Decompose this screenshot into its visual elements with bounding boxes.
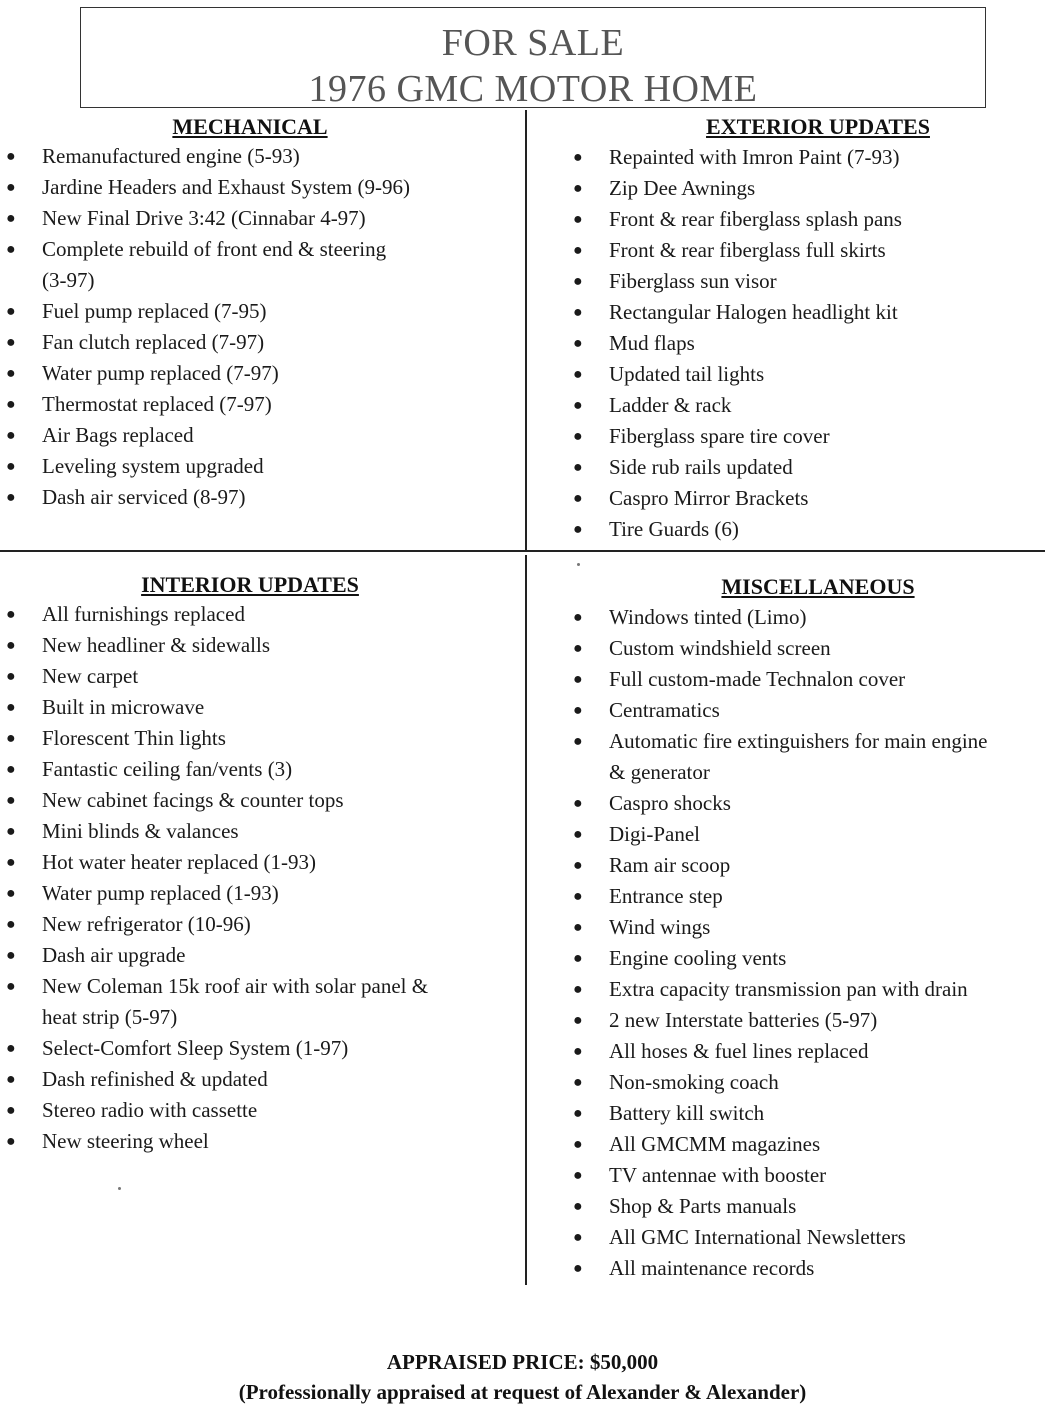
list-item: ● Fuel pump replaced (7-95) bbox=[42, 296, 525, 327]
list-item: ● Digi-Panel bbox=[609, 819, 1045, 850]
bullet-icon: ● bbox=[573, 397, 583, 414]
bullet-icon: ● bbox=[573, 888, 583, 905]
bullet-icon: ● bbox=[6, 1133, 16, 1150]
mechanical-heading: MECHANICAL bbox=[172, 114, 328, 139]
list-item: ● New steering wheel bbox=[42, 1126, 525, 1157]
list-item: ● Thermostat replaced (7-97) bbox=[42, 389, 525, 420]
list-item: ● Custom windshield screen bbox=[609, 633, 1045, 664]
list-item: ● Built in microwave bbox=[42, 692, 525, 723]
list-item: ● Updated tail lights bbox=[609, 359, 1045, 390]
list-item: ● Automatic fire extinguishers for main engine bbox=[609, 726, 1045, 757]
list-item: ● Tire Guards (6) bbox=[609, 514, 1045, 545]
list-item-continuation: & generator bbox=[609, 760, 710, 784]
list-item: ● Leveling system upgraded bbox=[42, 451, 525, 482]
list-item: ● Repainted with Imron Paint (7-93) bbox=[609, 142, 1045, 173]
list-item: ● New refrigerator (10-96) bbox=[42, 909, 525, 940]
bullet-icon: ● bbox=[6, 365, 16, 382]
list-item: ● Mini blinds & valances bbox=[42, 816, 525, 847]
miscellaneous-list bbox=[528, 602, 1045, 1284]
bullet-icon: ● bbox=[573, 795, 583, 812]
interior-list bbox=[0, 599, 525, 1157]
list-item: ● Front & rear fiberglass full skirts bbox=[609, 235, 1045, 266]
bullet-icon: ● bbox=[6, 854, 16, 871]
list-item: ● Full custom-made Technalon cover bbox=[609, 664, 1045, 695]
list-item: ● Fiberglass sun visor bbox=[609, 266, 1045, 297]
list-item: ● Rectangular Halogen headlight kit bbox=[609, 297, 1045, 328]
bullet-icon: ● bbox=[573, 640, 583, 657]
list-item-continuation: (3-97) bbox=[42, 268, 95, 292]
list-item: ● Remanufactured engine (5-93) bbox=[42, 141, 525, 172]
row-divider bbox=[0, 550, 1045, 552]
bullet-icon: ● bbox=[573, 1260, 583, 1277]
bullet-icon: ● bbox=[573, 428, 583, 445]
exterior-heading: EXTERIOR UPDATES bbox=[706, 114, 930, 139]
appraisal-note: (Professionally appraised at request of Alexander & Alexander) bbox=[238, 1380, 807, 1404]
bullet-icon: ● bbox=[6, 823, 16, 840]
miscellaneous-section bbox=[528, 574, 1045, 1284]
list-item: ● Mud flaps bbox=[609, 328, 1045, 359]
bullet-icon: ● bbox=[573, 1012, 583, 1029]
list-item: ● Entrance step bbox=[609, 881, 1045, 912]
list-item-continuation: heat strip (5-97) bbox=[42, 1005, 178, 1029]
bullet-icon: ● bbox=[6, 699, 16, 716]
list-item: ● Select-Comfort Sleep System (1-97) bbox=[42, 1033, 525, 1064]
bullet-icon: ● bbox=[573, 1074, 583, 1091]
bullet-icon: ● bbox=[6, 241, 16, 258]
list-item: ● Ram air scoop bbox=[609, 850, 1045, 881]
list-item: ● Water pump replaced (1-93) bbox=[42, 878, 525, 909]
bullet-icon: ● bbox=[573, 459, 583, 476]
bullet-icon: ● bbox=[573, 981, 583, 998]
bullet-icon: ● bbox=[6, 761, 16, 778]
bullet-icon: ● bbox=[573, 1198, 583, 1215]
list-item: ● Florescent Thin lights bbox=[42, 723, 525, 754]
interior-section bbox=[0, 572, 525, 1157]
list-item: ● All maintenance records bbox=[609, 1253, 1045, 1284]
bullet-icon: ● bbox=[573, 919, 583, 936]
list-item: ● All furnishings replaced bbox=[42, 599, 525, 630]
interior-heading: INTERIOR UPDATES bbox=[141, 572, 359, 597]
bullet-icon: ● bbox=[573, 857, 583, 874]
appraised-price: APPRAISED PRICE: $50,000 bbox=[386, 1350, 659, 1374]
bullet-icon: ● bbox=[573, 1043, 583, 1060]
list-item: ● All hoses & fuel lines replaced bbox=[609, 1036, 1045, 1067]
bullet-icon: ● bbox=[6, 978, 16, 995]
bullet-icon: ● bbox=[573, 211, 583, 228]
list-item: ● Complete rebuild of front end & steering bbox=[42, 234, 525, 265]
list-item: ● New cabinet facings & counter tops bbox=[42, 785, 525, 816]
list-item: ● New headliner & sidewalls bbox=[42, 630, 525, 661]
list-item: ● Hot water heater replaced (1-93) bbox=[42, 847, 525, 878]
bullet-icon: ● bbox=[6, 1071, 16, 1088]
bullet-icon: ● bbox=[573, 671, 583, 688]
bullet-icon: ● bbox=[6, 885, 16, 902]
bullet-icon: ● bbox=[573, 733, 583, 750]
column-divider-bottom bbox=[525, 555, 527, 1285]
list-item: ● All GMCMM magazines bbox=[609, 1129, 1045, 1160]
bullet-icon: ● bbox=[6, 396, 16, 413]
list-item: ● Water pump replaced (7-97) bbox=[42, 358, 525, 389]
list-item: ● Battery kill switch bbox=[609, 1098, 1045, 1129]
list-item: ● Dash refinished & updated bbox=[42, 1064, 525, 1095]
bullet-icon: ● bbox=[6, 1040, 16, 1057]
list-item: ● All GMC International Newsletters bbox=[609, 1222, 1045, 1253]
title-box bbox=[80, 7, 986, 108]
bullet-icon: ● bbox=[6, 303, 16, 320]
bullet-icon: ● bbox=[573, 1105, 583, 1122]
list-item: ● New carpet bbox=[42, 661, 525, 692]
bullet-icon: ● bbox=[6, 668, 16, 685]
bullet-icon: ● bbox=[6, 179, 16, 196]
list-item: ● Fantastic ceiling fan/vents (3) bbox=[42, 754, 525, 785]
bullet-icon: ● bbox=[573, 702, 583, 719]
bullet-icon: ● bbox=[6, 792, 16, 809]
bullet-icon: ● bbox=[573, 490, 583, 507]
bullet-icon: ● bbox=[573, 1136, 583, 1153]
bullet-icon: ● bbox=[6, 730, 16, 747]
list-item: ● Jardine Headers and Exhaust System (9-96) bbox=[42, 172, 525, 203]
bullet-icon: ● bbox=[6, 606, 16, 623]
list-item: ● Shop & Parts manuals bbox=[609, 1191, 1045, 1222]
list-item: ● Air Bags replaced bbox=[42, 420, 525, 451]
list-item: ● 2 new Interstate batteries (5-97) bbox=[609, 1005, 1045, 1036]
bullet-icon: ● bbox=[573, 609, 583, 626]
bullet-icon: ● bbox=[573, 149, 583, 166]
bullet-icon: ● bbox=[573, 335, 583, 352]
bullet-icon: ● bbox=[6, 334, 16, 351]
title-for-sale: FOR SALE bbox=[441, 22, 625, 64]
list-item: ● Fiberglass spare tire cover bbox=[609, 421, 1045, 452]
list-item: ● Fan clutch replaced (7-97) bbox=[42, 327, 525, 358]
list-item: ● TV antennae with booster bbox=[609, 1160, 1045, 1191]
bullet-icon: ● bbox=[6, 637, 16, 654]
bullet-icon: ● bbox=[6, 458, 16, 475]
list-item: ● Caspro Mirror Brackets bbox=[609, 483, 1045, 514]
list-item: ● Zip Dee Awnings bbox=[609, 173, 1045, 204]
list-item: ● Extra capacity transmission pan with drain bbox=[609, 974, 1045, 1005]
list-item: ● Side rub rails updated bbox=[609, 452, 1045, 483]
list-item: ● Windows tinted (Limo) bbox=[609, 602, 1045, 633]
scan-speck bbox=[118, 1187, 121, 1190]
bullet-icon: ● bbox=[573, 366, 583, 383]
column-divider-top bbox=[525, 110, 527, 550]
list-item: ● New Coleman 15k roof air with solar panel & bbox=[42, 971, 525, 1002]
mechanical-list bbox=[0, 141, 525, 513]
bullet-icon: ● bbox=[573, 521, 583, 538]
list-item: ● Dash air serviced (8-97) bbox=[42, 482, 525, 513]
bullet-icon: ● bbox=[573, 273, 583, 290]
bullet-icon: ● bbox=[573, 826, 583, 843]
list-item: ● Front & rear fiberglass splash pans bbox=[609, 204, 1045, 235]
list-item: ● Caspro shocks bbox=[609, 788, 1045, 819]
bullet-icon: ● bbox=[573, 304, 583, 321]
miscellaneous-heading: MISCELLANEOUS bbox=[721, 574, 915, 599]
title-vehicle: 1976 GMC MOTOR HOME bbox=[308, 68, 758, 110]
list-item: ● Engine cooling vents bbox=[609, 943, 1045, 974]
bullet-icon: ● bbox=[6, 1102, 16, 1119]
bullet-icon: ● bbox=[573, 950, 583, 967]
list-item: ● Ladder & rack bbox=[609, 390, 1045, 421]
bullet-icon: ● bbox=[573, 180, 583, 197]
exterior-list bbox=[528, 142, 1045, 545]
exterior-section bbox=[528, 114, 1045, 545]
list-item: ● New Final Drive 3:42 (Cinnabar 4-97) bbox=[42, 203, 525, 234]
bullet-icon: ● bbox=[573, 242, 583, 259]
scan-speck bbox=[577, 563, 580, 566]
bullet-icon: ● bbox=[573, 1229, 583, 1246]
bullet-icon: ● bbox=[6, 148, 16, 165]
bullet-icon: ● bbox=[6, 916, 16, 933]
list-item: ● Stereo radio with cassette bbox=[42, 1095, 525, 1126]
bullet-icon: ● bbox=[573, 1167, 583, 1184]
list-item: ● Wind wings bbox=[609, 912, 1045, 943]
bullet-icon: ● bbox=[6, 489, 16, 506]
bullet-icon: ● bbox=[6, 210, 16, 227]
bullet-icon: ● bbox=[6, 427, 16, 444]
list-item: ● Dash air upgrade bbox=[42, 940, 525, 971]
list-item: ● Non-smoking coach bbox=[609, 1067, 1045, 1098]
bullet-icon: ● bbox=[6, 947, 16, 964]
mechanical-section bbox=[0, 114, 525, 513]
list-item: ● Centramatics bbox=[609, 695, 1045, 726]
